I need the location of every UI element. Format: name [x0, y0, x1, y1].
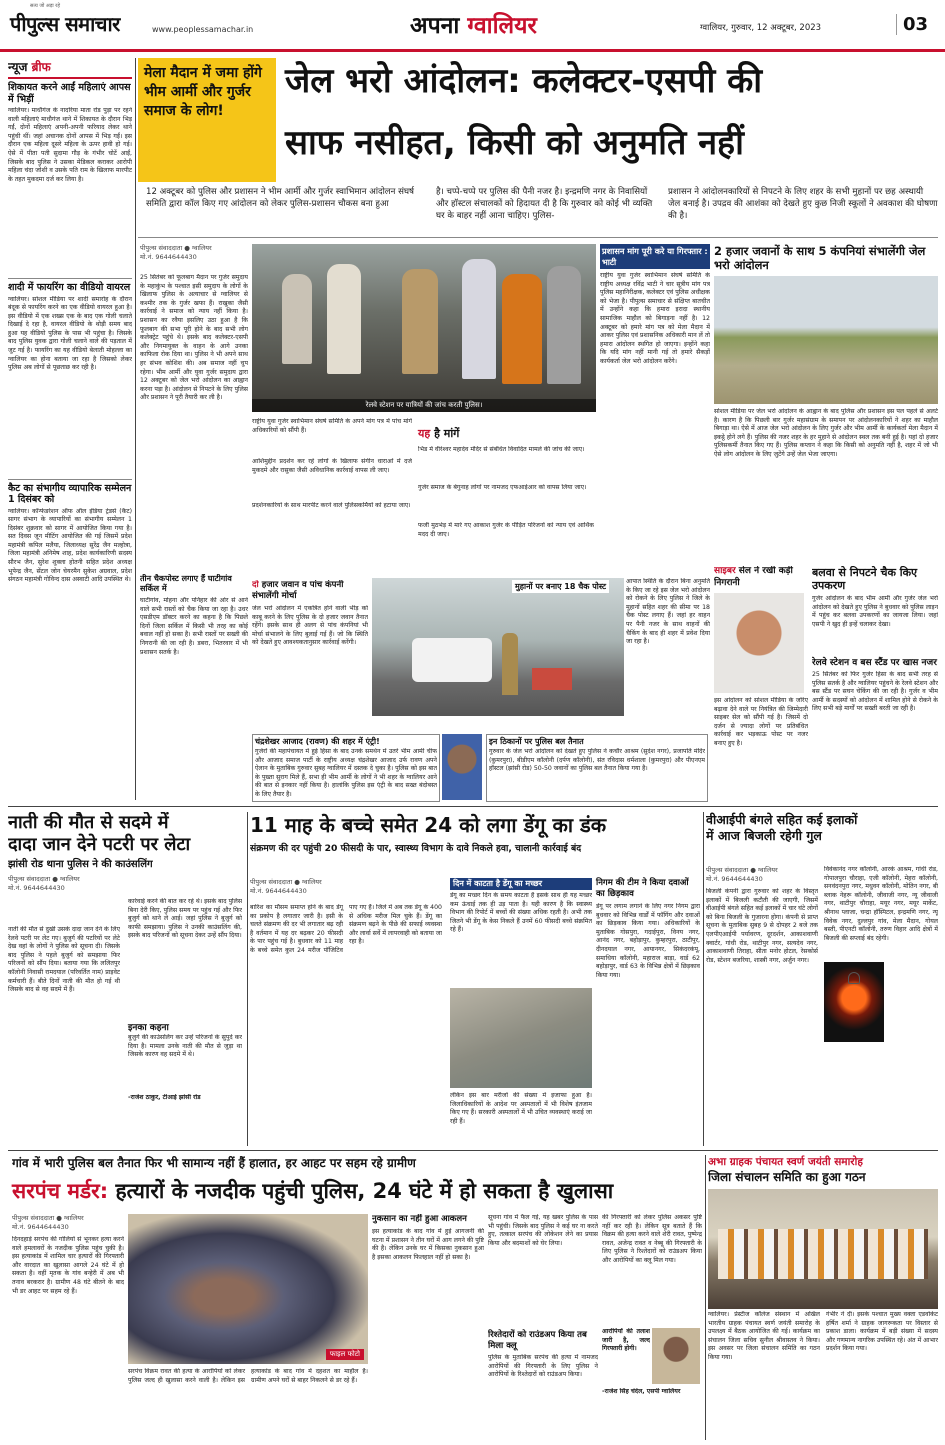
nati-quote-by: -राजेश ठाकुर, टीआई झांसी रोड: [128, 1094, 201, 1101]
hostel-box: [486, 734, 708, 802]
checkpoint-caption: मुहानों पर बनाए 18 चैक पोस्ट: [512, 580, 609, 593]
page-number: 03: [896, 14, 928, 35]
demands-title: [418, 426, 459, 441]
five-companies-body: सोशल मीडिया पर जेल भरो आंदोलन के आह्वान के बाद पुलिस और प्रशासन इस पल पहले से अलर्ट है। कारण है कि पिछली बार गुर्जर महासंग्राम के समापन पर आंदोलनकारियों ने शहर का माहौल बिगाड़ा था। ऐसे में आज जेल भरो आंदोलन के लिए गुर्जर और भीम आर्मी के कार्यकर्ता मेला मैदान में इकट्ठे होने लगे हैं। पुलिस की नजर शहर के हर मुहाने से आंदोलन स्थल तक बनी हुई है। यहां दो हजार पुलिसकर्मी तैनात किए गए हैं। पुलिस कप्तान ने कहा कि किसी को अनुमति नहीं है, शहर में जो भी ऐसे लोग आंदोलन के लिए जुटेंगे उन्हें जेल भेजा जाएगा।: [714, 408, 938, 458]
lead-kicker: मेला मैदान में जमा होंगे भीम आर्मी और गुर्जर समाज के लोग!: [144, 65, 262, 119]
power-cut-story: [706, 812, 938, 1146]
sp-photo: [652, 1328, 700, 1384]
abhaa-story: [708, 1155, 938, 1440]
section-title: [410, 8, 537, 40]
brief-body: ग्वालियर। सोशल मीडिया पर शादी समारोह के दौरान बंदूक से फायरिंग करने का एक वीडियो वायरल हुआ है। इस वीडियो में एक शख्स एक के बाद एक गोली चलाते दिखाई दे रहा है, वायरल वीडियो के थोड़ी समय बाद हुआ यह वीडियो पुलिस के पास भी पहुंचा है। जिसके बाद पुलिस युवक द्वारा गोली चलाने वाले की पड़ताल में जुट गई है। फायरिंग का यह वीडियो बेलाती मोहल्ला का ग्वालियर का होना बताया जा रहा है जिसको लेकर पुलिस अब लोगों से पूछताछ कर रही है।: [8, 295, 132, 372]
loss-body: इस हत्याकांड के बाद गांव में हुई आगजनी की घटना में प्रशासन ने तीन घरों में आग लगने की पुष्टि की है। लेकिन उनके घर में किसका नुकसान हुआ है इसका आकलन फिलहाल नहीं हो सका है।: [372, 1228, 484, 1261]
azad-box: [252, 734, 440, 802]
dengue-box: [450, 878, 592, 988]
team-body: डेंगू पर लगाम लगाने के लिए नगर निगम द्वारा बुधवार को विभिन्न वार्डों में फॉगिंग और दवाओं का छिड़काव किया गया। अधिकारियों के मुताबिक गोसपुरा, गदाईपुरा, विनय नगर, आनंद नगर, बहोड़ापुर, कुम्हरपुरा, ठाटीपुर, दीनदयाल नगर, आयानगर, सिकंदरकंपू, समाधिया कॉलोनी, महाराज बाड़ा, वार्ड 62 बहोड़ापुर, वार्ड 63 के विभिन्न क्षेत्रों में छिड़काव किया गया।: [596, 903, 700, 979]
dengue-mobile: मो.नं. 9644644430: [250, 887, 307, 895]
news-brief-column: [8, 58, 132, 800]
lead-standfirst: [138, 186, 938, 238]
azad-photo: [442, 734, 482, 800]
sarpanch-head-a: सरपंच मर्डर:: [12, 1179, 109, 1203]
team-head: निगम की टीम ने किया दवाओं का छिड़काव: [596, 878, 689, 899]
brief-label-news: न्यूज: [8, 60, 28, 74]
dateline: ग्वालियर, गुरुवार, 12 अक्टूबर, 2023: [700, 23, 822, 33]
loss-box: [372, 1214, 484, 1440]
demands-title-a: यह: [418, 427, 431, 440]
dengue-mid-body: लेकिन इस बार मरीजों की संख्या में इजाफा हुआ है। जिलाधिकारियों के आदेश पर अस्पतालों में भी विशेष इंतजाम किए गए हैं। सरकारी अस्पतालों में भी उचित व्यवस्थाएं कराई जा रही हैं।: [450, 1092, 592, 1125]
power-head-2: में आज बिजली रहेगी गुल: [706, 828, 822, 843]
cyber-officer-photo: [714, 593, 804, 693]
brief-label: [8, 58, 132, 75]
abhaa-body-2: गंभीर ने दी। इसके पश्चात मुख्य वक्ता एडवोकेट हर्षित शर्मा ने ग्राहक जागरूकता पर विस्तार से प्रकाश डाला। कार्यक्रम में बड़ी संख्या में सदस्य और गणमान्य नागरिक उपस्थित रहे। अंत में आभार प्रदर्शन किया गया।: [826, 1311, 938, 1353]
demand-item: राष्ट्रीय युवा गुर्जर स्वाभिमान संघर्ष समिति के अपने मांग पत्र में पांच मांगें अधिकारियों को सौंपी हैं।: [252, 418, 412, 434]
relatives-body: पुलिस के मुताबिक सरपंच की हत्या में नामजद आरोपियों की गिरफ्तारी के लिए पुलिस ने आरोपियों के रिश्तेदारों को राउंडअप किया।: [488, 1354, 598, 1379]
loss-head: नुकसान का नहीं हुआ आकलन: [372, 1214, 467, 1224]
checkpoint-side: [626, 578, 710, 718]
lead-headline-2: साफ नसीहत, किसी को अनुमति नहीं: [285, 123, 744, 163]
newspaper-logo: पीपुल्स समाचार: [10, 12, 120, 36]
website-link[interactable]: www.peoplessamachar.in: [152, 25, 254, 34]
standfirst-col-1: 12 अक्टूबर को पुलिस और प्रशासन ने भीम आर्मी और गुर्जर स्वाभिमान आंदोलन संघर्ष समिति द्वारा कॉल किए गए आंदोलन को लेकर पुलिस-प्रशासन चौकस बना हुआ: [146, 187, 414, 209]
lead-kicker-box: [138, 58, 276, 182]
dengue-byline: पीपुल्स संवाददाता ● ग्वालियर: [250, 878, 322, 886]
brief-body: ग्वालियर। माधौगंज के नादरिया माता रोड पुड़ा पर रहने वाली महिलाएं माधौगंज थाने में शिकायत के दौरान भिड़ गईं, दोनों महिलाएं अपनी-अपनी फरियाद लेकर थाने पहुंची थीं। जहां अचानक दोनों आपस में भिड़ गईं। इस दौरान एक महिला दूसरे महिला के ऊपर हावी हो गई। ऐसे में पीता पती सुदामा गौड़ के गंभीर चोटें आईं, जिसके बाद पुलिस ने उसका मेडिकल कराकर आरोपी महिला चंदा जोशी व उसके पति राम के खिलाफ मारपीट के तहत मुकदमा दर्ज कर लिया है।: [8, 107, 132, 183]
sarpanch-mobile: मो.नं. 9644644430: [12, 1223, 69, 1231]
nati-mobile: मो.नं. 9644644430: [8, 884, 65, 892]
nati-sub: झांसी रोड थाना पुलिस ने की काउंसलिंग: [8, 859, 153, 870]
sarpanch-body-4: की गिरफ्तारी को लेकर पुलिस अकसर पुष्टि नहीं कर रही है। लेकिन सूत्र बताते हैं कि विक्रम की हत्या करने वाले शेरी रावत, पुष्पेन्द्र रावत, अजेन्द्र रावत व नेब्बू की गिरफ्तारी के लिए पुलिस ने रिश्तेदारों को राउंडअप किया और आरोपियों का क्लू मिल गया।: [602, 1214, 702, 1264]
standfirst-col-2: है। चप्पे-चप्पे पर पुलिस की पैनी नजर है। इन्द्रमणि नगर के निवासियों और हॉस्टल संचालकों को हिदायत दी है कि गुरुवार को कोई भी व्यक्ति घर के बाहर नहीं आना चाहिए। पुलिस-: [436, 187, 653, 221]
demands-col-1: [252, 418, 412, 532]
sarpanch-body-3: सूचना गांव में फैल गई, यह खबर पुलिस के पास भी पहुंची। जिसके बाद पुलिस ने कई घर ना करते हुए, तत्काल सरपंच की लोकेशन लेने का प्रयास किया और बदमाशों को घेर लिया।: [488, 1214, 598, 1247]
dengue-box-body: डेंगू का मच्छर दिन के समय काटता है इसके साथ ही यह मच्छर कम ऊंचाई तक ही उड़ पाता है। यही कारण है कि स्वास्थ्य विभाग की रिपोर्ट में बच्चों की संख्या अधिक रहती है। अभी तक जितने भी डेंगू के केस निकले हैं उनमें 60 फीसदी बच्चे संक्रमित रहे हैं।: [450, 892, 592, 934]
section-city: ग्वालियर: [467, 13, 537, 39]
masthead: [0, 0, 945, 52]
five-companies-head: 2 हजार जवानों के साथ 5 कंपनियां संभालेंगी जेल भरो आंदोलन: [714, 244, 926, 272]
bhati-body: राष्ट्रीय युवा गुर्जर स्वाभिमान संघर्ष समिति के राष्ट्रीय अध्यक्ष रविंद्र भाटी ने चार सूत्रीय मांग पत्र पुलिस महानिरीक्षक, कलेक्टर एवं पुलिस अधीक्षक को भेजा है। पीपुल्स समाचार से संक्षिप्त बातचीत में उन्होंने कहा कि हमारा इरादा स्थानीय सामाजिक माहौल को बिगाड़ना नहीं है। 12 अक्टूबर को हमारे मांग पत्र को मेला मैदान में आकर पुलिस एवं प्रशासनिक अधिकारी मान लें तो हमारा आंदोलन स्थगित हो जाएगा। इन्होंने कहा कि यदि मांग नहीं मानी गई तो हमारे सैकड़ों कार्यकर्ता जेल भरो आंदोलन करेंगे।: [600, 272, 710, 365]
sarpanch-body-1: दिनदहाड़े सरपंच की गोलियों से भूनकर हत्या करने वाले हमलावरों के नजदीक पुलिस पहुंच चुकी है। इस हत्याकांड में शामिल चार हत्यारों की गिरफ्तारी और वारदात का खुलासा आगले 24 घंटे में हो सकता है। वहीं मृतक के गांव बन्हेरी में अब भी तनाव बरकरार है। ग्रामीण 48 घंटे बीतने के बाद भी डर आहट पर सहम रहे हैं।: [12, 1236, 124, 1295]
jawan-story: [252, 580, 368, 730]
nati-head-1: नाती की मौत से सदमे में: [8, 812, 169, 833]
victim-photo: [128, 1214, 368, 1364]
demand-item: फर्जी मुठभेड़ में मारे गए आकाश गुर्जर के पीड़ित परिजनों को न्याय एवं आर्थिक मदद दी जाए।: [418, 522, 594, 538]
riot-gear-head: बलवा से निपटने चैक किए उपकरण: [812, 566, 918, 592]
lead-photo-caption: रेलवे स्टेशन पर यात्रियों की जांच करती पुलिस।: [252, 399, 596, 412]
sub-body: घाटीगांव, मोहना और पनिहार की ओर से आने वाले सभी रास्तों को चैक किया जा रहा है। उधर एसडीएम डॉक्टर करने का कहना है कि पिछले दिनों जिला सर्किल में किसी भी तरह का कोई बवाल नहीं हो सका है। सभी रास्तों पर सख्ती की निगरानी की जा रही है। डबरा, भितरवार में भी प्रशासन सतर्क है।: [140, 597, 248, 656]
victim-photo-caption: फाइल फोटो: [326, 1349, 364, 1360]
sarpanch-byline: पीपुल्स संवाददाता ● ग्वालियर: [12, 1214, 84, 1222]
power-head-1: वीआईपी बंगले सहित कई इलाकों: [706, 812, 858, 827]
abhaa-head-2: जिला संचालन समिति का हुआ गठन: [708, 1170, 866, 1184]
demand-item: भिंड में वीरेश्वर महादेव मंदिर से संबंधित विवादित मामले की जांच की जाए।: [418, 446, 585, 453]
relatives-head: रिश्तेदारों को राउंडअप किया तब मिला क्लू: [488, 1330, 587, 1351]
riot-gear-body: गुर्जर आंदोलन के बाद भीम आर्मी और गुर्जर जेल भरो आंदोलन को देखते हुए पुलिस ने बुधवार को पुलिस लाइन में पहुंच कर बलवा उपकरणों का जायजा लिया। जहां एसपी ने खुद ही इन्हें चलाकर देखा।: [812, 595, 938, 628]
brief-item: [8, 483, 132, 718]
nati-quote: बुजुर्ग की काउंसलिंग कर उन्हें परिजनों के सुपुर्द कर दिया है। मामला उनके नाती की मौत से जुड़ा था जिसके कारण वह सदमे में थे।: [128, 1034, 242, 1059]
abhaa-head-1: अभा ग्राहक पंचायत स्वर्ण जयंती समारोह: [708, 1156, 863, 1168]
dengue-sub: संक्रमण की दर पहुंची 20 फीसदी के पार, स्वास्थ्य विभाग के दावे निकले हवा, चालानी कार्रवाई बंद: [250, 843, 582, 854]
brief-headline: कैट का संभागीय व्यापारिक सम्मेलन 1 दिसंबर को: [8, 482, 132, 505]
demand-item: गुर्जर समाज के बेगुनाह लोगों पर नामजद एफआईआर को वापस लिया जाए।: [418, 484, 587, 491]
logo-tagline: सत्य जो अड़ा रहे: [30, 3, 60, 9]
dengue-head: 11 माह के बच्चे समेत 24 को लगा डेंगू का डंक: [250, 813, 607, 837]
dengue-box-head: दिन में काटता है डेंगू का मच्छर: [450, 878, 592, 890]
brief-headline: शिकायत करने आईं महिलाएं आपस में भिड़ीं: [8, 82, 131, 105]
sarpanch-col-1: [12, 1214, 124, 1440]
nati-head-2: दादा जान देने पटरी पर लेटा: [8, 834, 191, 855]
jawan-head-a: दो: [252, 580, 259, 590]
demands-box: [252, 418, 596, 578]
sarpanch-body-2: सरपंच विक्रम रावत की हत्या के आरोपियों को लेकर पुलिस जल्द ही खुलासा करने वाली है। लेकिन इस हत्याकांड के बाद गांव में दहशत का माहौल है। ग्रामीण अपने घरों से बाहर निकलने से डर रहे हैं।: [128, 1368, 368, 1384]
azad-body: गुर्जरों की महापंचायत में हुई हिंसा के बाद उनके समर्थन में उतरे भीम आर्मी चीफ और आजाद समाज पार्टी के राष्ट्रीय अध्यक्ष चंद्रशेखर आजाद उर्फ रावण अपने ऐलान के मुताबिक गुरुवार सुबह ग्वालियर में दस्तक दे चुका है। पुलिस को इस बात के पुख्ता सुराग मिले हैं, सभा ही भीम आर्मी के लोगों ने भी शहर के ग्वालियर आने की बात से इनकार नहीं किया है। हालांकि पुलिस इस एंट्री के बाद सख्त बंदोबस्त के लिए तैयार है।: [255, 748, 437, 798]
cyber-body: इस आंदोलन को सोशल मीडिया के जरिए बढ़ावा देने वाले पर नियंत्रित की जिम्मेदारी साइबर सेल को सौंपी गई है। जिसमें दो दर्जन से ज्यादा लोगों पर प्रतिबंधित कार्रवाई कर भड़काऊ पोस्ट पर नजर बनाए हुए है।: [714, 697, 808, 747]
demands-title-b: है मांगें: [434, 427, 460, 440]
demand-item: प्रदर्शनकारियों के साथ मारपीट करने वाले पुलिसकर्मियों को हटाया जाए।: [252, 502, 411, 509]
five-companies-story: [714, 244, 938, 562]
cyber-story: [714, 566, 808, 796]
dengue-body: बारिश का मौसम समाप्त होने के बाद डेंगू का प्रकोप है लगातार जारी है। इसी के चलते संक्रमण की दर भी लगातार बढ़ रही है वर्तमान में यह दर बढ़कर 20 फीसदी के पार पहुंच गई है। बुधवार को 11 माह के बच्चे समेत कुल 24 मरीज पॉजिटिव पाए गए हैं। जिले में अब तक डेंगू के 400 से अधिक मरीज मिल चुके हैं। डेंगू का संक्रमण बढ़ने के पीछे की सफाई व्यवस्था और लार्वा सर्वे में लापरवाही को बताया जा रहा है।: [250, 904, 442, 954]
nati-body-1: नाती की मौत से दुखी उसके दादा जान देने के लिए रेलवे पटरी पर लेट गए। बुजुर्ग की पटरियों पर लेटे देख वहां के लोगों ने पुलिस को सूचना दी। जिसके बाद पुलिस ने पहले बुजुर्ग को समझाया फिर परिजनों को सौंप दिया। बताया गया कि ललितपुर कॉलोनी निवासी रामदयाल (परिवर्तित नाम) प्राइवेट कर्मचारी हैं। बीते दिनों नाती की मौत हो गई थी जिसके बाद से वह सदमे में हैं।: [8, 926, 120, 994]
cyber-head-b: सेल ने रखी कड़ी निगरानी: [714, 566, 793, 588]
cyber-head: [714, 566, 808, 589]
power-body: बिजली कंपनी द्वारा गुरुवार को शहर के विस्तृत इलाकों में बिजली कटौती की जाएगी, जिसमें वीआईपी बंगले सहित कई इलाकों में चार घंटे लोगों को बिना बिजली के गुजारना होगा। कंपनी से प्राप्त सूचना के मुताबिक सुबह 9 से दोपहर 2 बजे तक एलपीएआईपी पर्यावरण, दूरदर्शन, आकाशवाणी क्वार्टर, गांधी रोड, थाटीपुर नगर, सत्यदेव नगर, आकाशवाणी तिराहा, सीता मनोर होटल, रेसकोर्स रोड, स्टेशन बजरिया, शास्त्री नगर, अर्जुन नगर।: [706, 888, 818, 964]
standfirst-col-3: प्रशासन ने आंदोलनकारियों से निपटने के लिए शहर के सभी मुहानों पर छह अस्थायी जेल बनाई है। उपद्रव की आशंका को देखते हुए कुछ निजी स्कूलों ने अवकाश की घोषणा की है।: [668, 187, 938, 221]
station-head: रेलवे स्टेशन व बस स्टैंड पर खास नजर: [812, 658, 937, 668]
demands-col-2: [418, 446, 594, 558]
brief-label-brief: ब्रीफ: [31, 60, 51, 74]
sarpanch-head-b: हत्यारों के नजदीक पहुंची पुलिस, 24 घंटे में हो सकता है खुलासा: [115, 1179, 614, 1203]
sp-quote-by: -राजेश सिंह चंदेल, एसपी ग्वालियर: [602, 1388, 681, 1395]
brief-item: [8, 82, 132, 275]
hostel-body: गुरुवार के जेल भरो आंदोलन को देखते हुए पुलिस ने कचौर आश्रम (सुदेश नगर), प्रजापति मंदिर (कुमरपुरा), बीडीएम कॉलोनी (दर्पण कॉलोनी), संत रविदास धर्मशाला (कुमरपुरा) और पीएनएम हॉस्टल (झांसी रोड) 50-50 जवानों का पुलिस बल तैनात किया गया है।: [489, 748, 705, 773]
section-prefix: अपना: [410, 13, 460, 39]
dengue-photo: [450, 988, 592, 1088]
sarpanch-headline: [12, 1176, 702, 1206]
field-photo: [714, 276, 938, 404]
nati-byline: पीपुल्स संवाददाता ● ग्वालियर: [8, 875, 80, 883]
power-body-2: विवेकानंद नगर कॉलोनी, आरके आश्रम, गांधी रोड, गोपालपुरा चौराहा, एजी कॉलोनी, मेहरा कॉलोनी, सनवंदनपुरा नगर, मधुवन कॉलोनी, मोतिन नगर, बी ब्लाक नेहरू कॉलोनी, जीवाजी नगर, न्यू जीवाजी नगर, थाटीपुर चौराहा, मयूर नगर, मयूर मार्केट, श्रीनाथ प्लाजा, चन्द्रा हॉस्पिटल, इन्द्रमणि नगर, न्यू विवेक नगर, दुल्लपुर गांव, मेला मैदान, गोयल बस्ती, पीएनटी कॉलोनी, तरुण विहार आदि क्षेत्रों में बिजली की सप्लाई बंद रहेगी।: [824, 866, 938, 942]
bhati-box: [600, 244, 710, 564]
group-photo: [708, 1189, 938, 1309]
checkpoint-body: आपात स्थिति के दौरान बिना अनुमति के किए जा रहे इस जेल भरो आंदोलन को रोकने के लिए पुलिस ने जिले के मुहानों सहित शहर की सीमा पर 18 चैक पोस्ट लगाए हैं। जहां हर वाहन पर पैनी नजर के साथ वाहनों की चैकिंग के बाद ही शहर में प्रवेश दिया जा रहा है।: [626, 578, 710, 646]
cyber-head-a: साइबर: [714, 566, 736, 576]
checkpoint-photo: [372, 578, 624, 716]
brief-headline: शादी में फायरिंग का वीडियो वायरल: [8, 282, 131, 293]
hostel-head: इन ठिकानों पर पुलिस बल तैनात: [489, 737, 584, 746]
nati-quote-head: इनका कहना: [128, 1023, 169, 1033]
lead-sub-column: [140, 574, 248, 694]
brief-body: ग्वालियर। कॉन्फेडरेशन ऑफ ऑल इंडिया ट्रेडर्स (कैट) सागर संभाग के व्यापारियों का संभागीय सम्मेलन 1 दिसंबर शुक्रवार को सागर में आयोजित किया गया है। सत दिवस जून मीटिंग आयोजित की गई जिसमें प्रदेश महामंत्री कपिल मलैया, जिलाध्यक्ष सुरेंद्र जैन मल्होत्रा, जिला महामंत्री अनिमेष शाह, प्रदेश कार्यकारिणी सदस्य सौरभ जैन, सुरेश शुक्ला होतनी सहित प्रदेश अध्यक्ष भूपेन्द्र जैन, सेंटल जोन चेयरमैन सुकेश अग्रवाल, प्रदेश संगठन महामंत्री गोविन्द दास अस्वाटी आदि उपस्थित थे।: [8, 507, 132, 584]
nati-story: [8, 812, 244, 1146]
lead-body: 25 सितंबर को फूलबाग मैदान पर गुर्जर समुदाय के महाकुंभ के पश्चात इसी समुदाय के लोगों के खिलाफ पुलिस के अत्याचार से ग्वालियर से कश्मीर तक के गुर्जर खफा हैं। राखुका जैसी कार्रवाई ने समाज को न्याय नहीं किया है। प्रशासन का रवैया इसलिए उठा हुआ है कि फूलबाग की सभा पूरी होने के बाद सभी लोग कलेक्ट्रेट पहुंचे थे। इसके बाद कलेक्टर-एसपी और निगमायुक्त के वाहन के आगे उनका काफिला रोक दिया था। पुलिस ने भी अपने साथ हर संभव कोशिश की। अब समाज नहीं चुप रहेगा। भीम आर्मी और युवा गुर्जर समुदाय द्वारा 12 अक्टूबर को जेल भरो आंदोलन का आह्वान करना पड़ा है। आंदोलन से निपटने के लिए पुलिस और प्रशासन ने पूरी तैयारी कर ली है।: [140, 274, 248, 402]
jawan-body: जेल भरो आंदोलन में एकत्रित होने वाली भीड़ को काबू करने के लिए पुलिस के दो हजार जवान तैनात रहेंगे। इसके साथ ही अलग से पांच कंपनियां भी मोर्चा संभालने के लिए बुलाई गई हैं। जो कि स्थिति को देखते हुए आवश्यकतानुसार कार्रवाई करेंगी।: [252, 605, 368, 647]
jawan-head-b: हजार जवान व पांच कंपनी संभालेंगी मोर्चा: [252, 580, 344, 601]
sp-quote: आरोपियों की तलाश जारी है, जल्द गिरफ्तारी होगी।: [602, 1328, 650, 1353]
power-byline: पीपुल्स संवाददाता ● ग्वालियर: [706, 866, 778, 874]
sarpanch-col-4: [488, 1214, 598, 1440]
sub-head: तीन चैकपोस्ट लगाए हैं घाटीगांव सर्किल में: [140, 574, 232, 593]
lead-body-column: [140, 244, 248, 570]
lead-photo: [252, 244, 596, 412]
sarpanch-kicker: गांव में भारी पुलिस बल तैनात फिर भी सामान्य नहीं हैं हालात, हर आहट पर सहम रहे ग्रामीण: [12, 1156, 416, 1170]
bulb-icon: [848, 972, 860, 984]
power-mobile: मो.नं. 9644644430: [706, 875, 763, 883]
riot-gear-story: [812, 566, 938, 798]
station-body: 25 सितंबर को फिर गुर्जर हिंसा के बाद सभी तरह से पुलिस सतर्क है और ग्वालियर पहुंचने के रेलवे स्टेशन और बस स्टैंड पर सघन चेकिंग की जा रही है। गुर्जर व भीम आर्मी के सदस्यों को आंदोलन में शामिल होने से रोकने के लिए सभी बड़े मार्गों पर सख्ती बरती जा रही है।: [812, 671, 938, 713]
lead-mobile: मो.नं. 9644644430: [140, 253, 197, 261]
nati-body-2: कार्रवाई करने की बात कर रहे थे। इसके बाद पुलिस बिना देरी किए, पुलिस समय पर पहुंच गई और फिर बुजुर्ग को थाने ले आई। जहां पुलिस ने बुजुर्ग को काफी समझाया। पुलिस ने उनकी काउंसलिंग की, इसके बाद परिजनों को सूचना देकर उन्हें सौंप दिया।: [128, 898, 242, 940]
azad-head: चंद्रशेखर आजाद (रावण) की शहर में एंट्री!: [255, 737, 380, 746]
bulb-photo: [824, 962, 884, 1042]
abhaa-body-1: ग्वालियर। प्रेस्टीज कॉलेज संस्थान में अखिल भारतीय ग्राहक पंचायत स्वर्ण जयंती समारोह के उपलक्ष्य में बैठक आयोजित की गई। कार्यक्रम का संचालन जिला सचिव सुनील श्रीवास्तव ने किया। इस अवसर पर जिला संचालन समिति का गठन किया गया।: [708, 1311, 820, 1361]
dengue-story: [250, 812, 700, 1146]
lead-headline-1: जेल भरो आंदोलन: कलेक्टर-एसपी की: [285, 61, 763, 101]
bhati-head: प्रशासन मांग पूरी करे या गिरफ्तार : भाटी: [600, 244, 710, 269]
demand-item: आशिमुद्दीन प्रदर्शन कर रहे लोगों के खिलाफ संगीन धाराओं में दर्ज मुकदमे और रासुका जैसी अविधानिक कार्रवाई वापस ली जाए।: [252, 458, 412, 474]
brief-item: [8, 282, 132, 476]
lead-byline: पीपुल्स संवाददाता ● ग्वालियर: [140, 244, 212, 252]
sarpanch-col-5: [602, 1214, 702, 1440]
jawan-head: [252, 580, 368, 602]
team-box: [596, 878, 700, 1142]
